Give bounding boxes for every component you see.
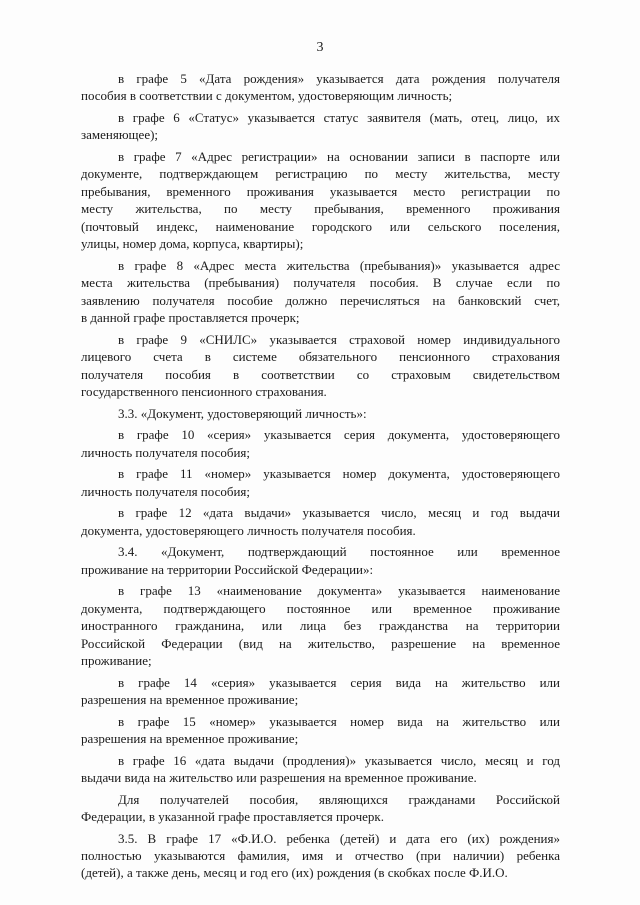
paragraph-line: улицы, номер дома, корпуса, квартиры); <box>81 236 304 252</box>
paragraph <box>81 70 560 105</box>
paragraph-line: документа, удостоверяющего личность получателя пособия. <box>81 522 416 538</box>
paragraph-line: в графе 15 «номер» указывается номер вида на жительство или <box>118 713 560 729</box>
paragraph <box>81 713 560 748</box>
paragraph-line: месту жительства, по месту пребывания, временного проживания <box>81 201 560 217</box>
paragraph <box>81 752 560 787</box>
paragraph <box>81 674 560 709</box>
paragraph-line: заявлению получателя пособие должно перечисляться на банковский счет, <box>81 292 560 308</box>
paragraph <box>81 582 560 669</box>
paragraph-line: (детей), а также день, месяц и год его (их) рождения (в скобках после Ф.И.О. <box>81 865 508 881</box>
paragraph-line: получателя пособия в соответствии со страховым свидетельством <box>81 366 560 382</box>
paragraph-line: документе, подтверждающем регистрацию по месту жительства, месту <box>81 166 560 182</box>
paragraph-line: Российской Федерации (вид на жительство, разрешение на временное <box>81 635 560 651</box>
paragraph <box>81 543 560 578</box>
paragraph-line: в графе 14 «серия» указывается серия вида на жительство или <box>118 674 560 690</box>
paragraph-line: пребывания, временного проживания указывается место регистрации по <box>81 183 560 199</box>
paragraph-line: 3.5. В графе 17 «Ф.И.О. ребенка (детей) и дата его (их) рождения» <box>118 830 560 846</box>
paragraph-line: выдачи вида на жительство или разрешения на временное проживание. <box>81 769 477 785</box>
paragraph-line: 3.3. «Документ, удостоверяющий личность»: <box>118 405 367 421</box>
paragraph-line: в графе 16 «дата выдачи (продления)» указывается число, месяц и год <box>118 752 560 768</box>
paragraph <box>81 504 560 539</box>
paragraph-line: Федерации, в указанной графе проставляется прочерк. <box>81 808 384 824</box>
paragraph-line: иностранного гражданина, или лица без гражданства на территории <box>81 618 560 634</box>
paragraph-line: пособия в соответствии с документом, удостоверяющим личность; <box>81 88 453 104</box>
paragraph-line: проживание на территории Российской Федерации»: <box>81 561 374 577</box>
paragraph-line: государственного пенсионного страхования. <box>81 384 327 400</box>
paragraph-line: в графе 6 «Статус» указывается статус заявителя (мать, отец, лицо, их <box>118 110 560 125</box>
paragraph <box>81 148 560 253</box>
paragraph <box>81 257 560 327</box>
paragraph-line: разрешения на временное проживание; <box>81 730 299 746</box>
paragraph-line: в графе 5 «Дата рождения» указывается дата рождения получателя <box>118 71 560 86</box>
paragraph-line: в графе 13 «наименование документа» указывается наименование <box>118 583 560 599</box>
paragraph-line: места жительства (пребывания) получателя пособия. В случае если по <box>81 275 560 291</box>
paragraph <box>81 426 560 461</box>
paragraph-line: личность получателя пособия; <box>81 483 251 499</box>
paragraph-line: документа, подтверждающего постоянное или временное проживание <box>81 600 560 616</box>
paragraph <box>81 791 560 826</box>
paragraph-line: заменяющее); <box>81 127 159 143</box>
paragraph <box>81 331 560 401</box>
paragraph-line: в графе 10 «серия» указывается серия документа, удостоверяющего <box>118 427 560 443</box>
paragraph-line: (почтовый индекс, наименование городского или сельского поселения, <box>81 218 560 234</box>
paragraph-line: 3.4. «Документ, подтверждающий постоянное или временное <box>118 544 560 560</box>
paragraph <box>81 109 560 144</box>
paragraph-line: проживание; <box>81 652 152 668</box>
paragraph-line: в графе 11 «номер» указывается номер документа, удостоверяющего <box>118 466 560 482</box>
paragraph-line: полностью указываются фамилия, имя и отчество (при наличии) ребенка <box>81 847 560 863</box>
paragraph <box>81 405 560 422</box>
paragraph-line: Для получателей пособия, являющихся гражданами Российской <box>118 791 560 807</box>
paragraph-line: в графе 8 «Адрес места жительства (пребывания)» указывается адрес <box>118 257 560 273</box>
paragraph-line: в графе 12 «дата выдачи» указывается число, месяц и год выдачи <box>118 505 560 521</box>
paragraph <box>81 465 560 500</box>
paragraph-line: разрешения на временное проживание; <box>81 691 299 707</box>
paragraph-line: в графе 9 «СНИЛС» указывается страховой номер индивидуального <box>118 331 560 347</box>
paragraph-line: в графе 7 «Адрес регистрации» на основании записи в паспорте или <box>118 149 560 164</box>
paragraph-line: личность получателя пособия; <box>81 444 251 460</box>
paragraph-line: в данной графе проставляется прочерк; <box>81 310 300 326</box>
paragraph <box>81 830 560 882</box>
page-number: 3 <box>316 40 324 55</box>
document-body <box>81 70 560 886</box>
paragraph-line: лицевого счета в системе обязательного пенсионного страхования <box>81 349 560 365</box>
